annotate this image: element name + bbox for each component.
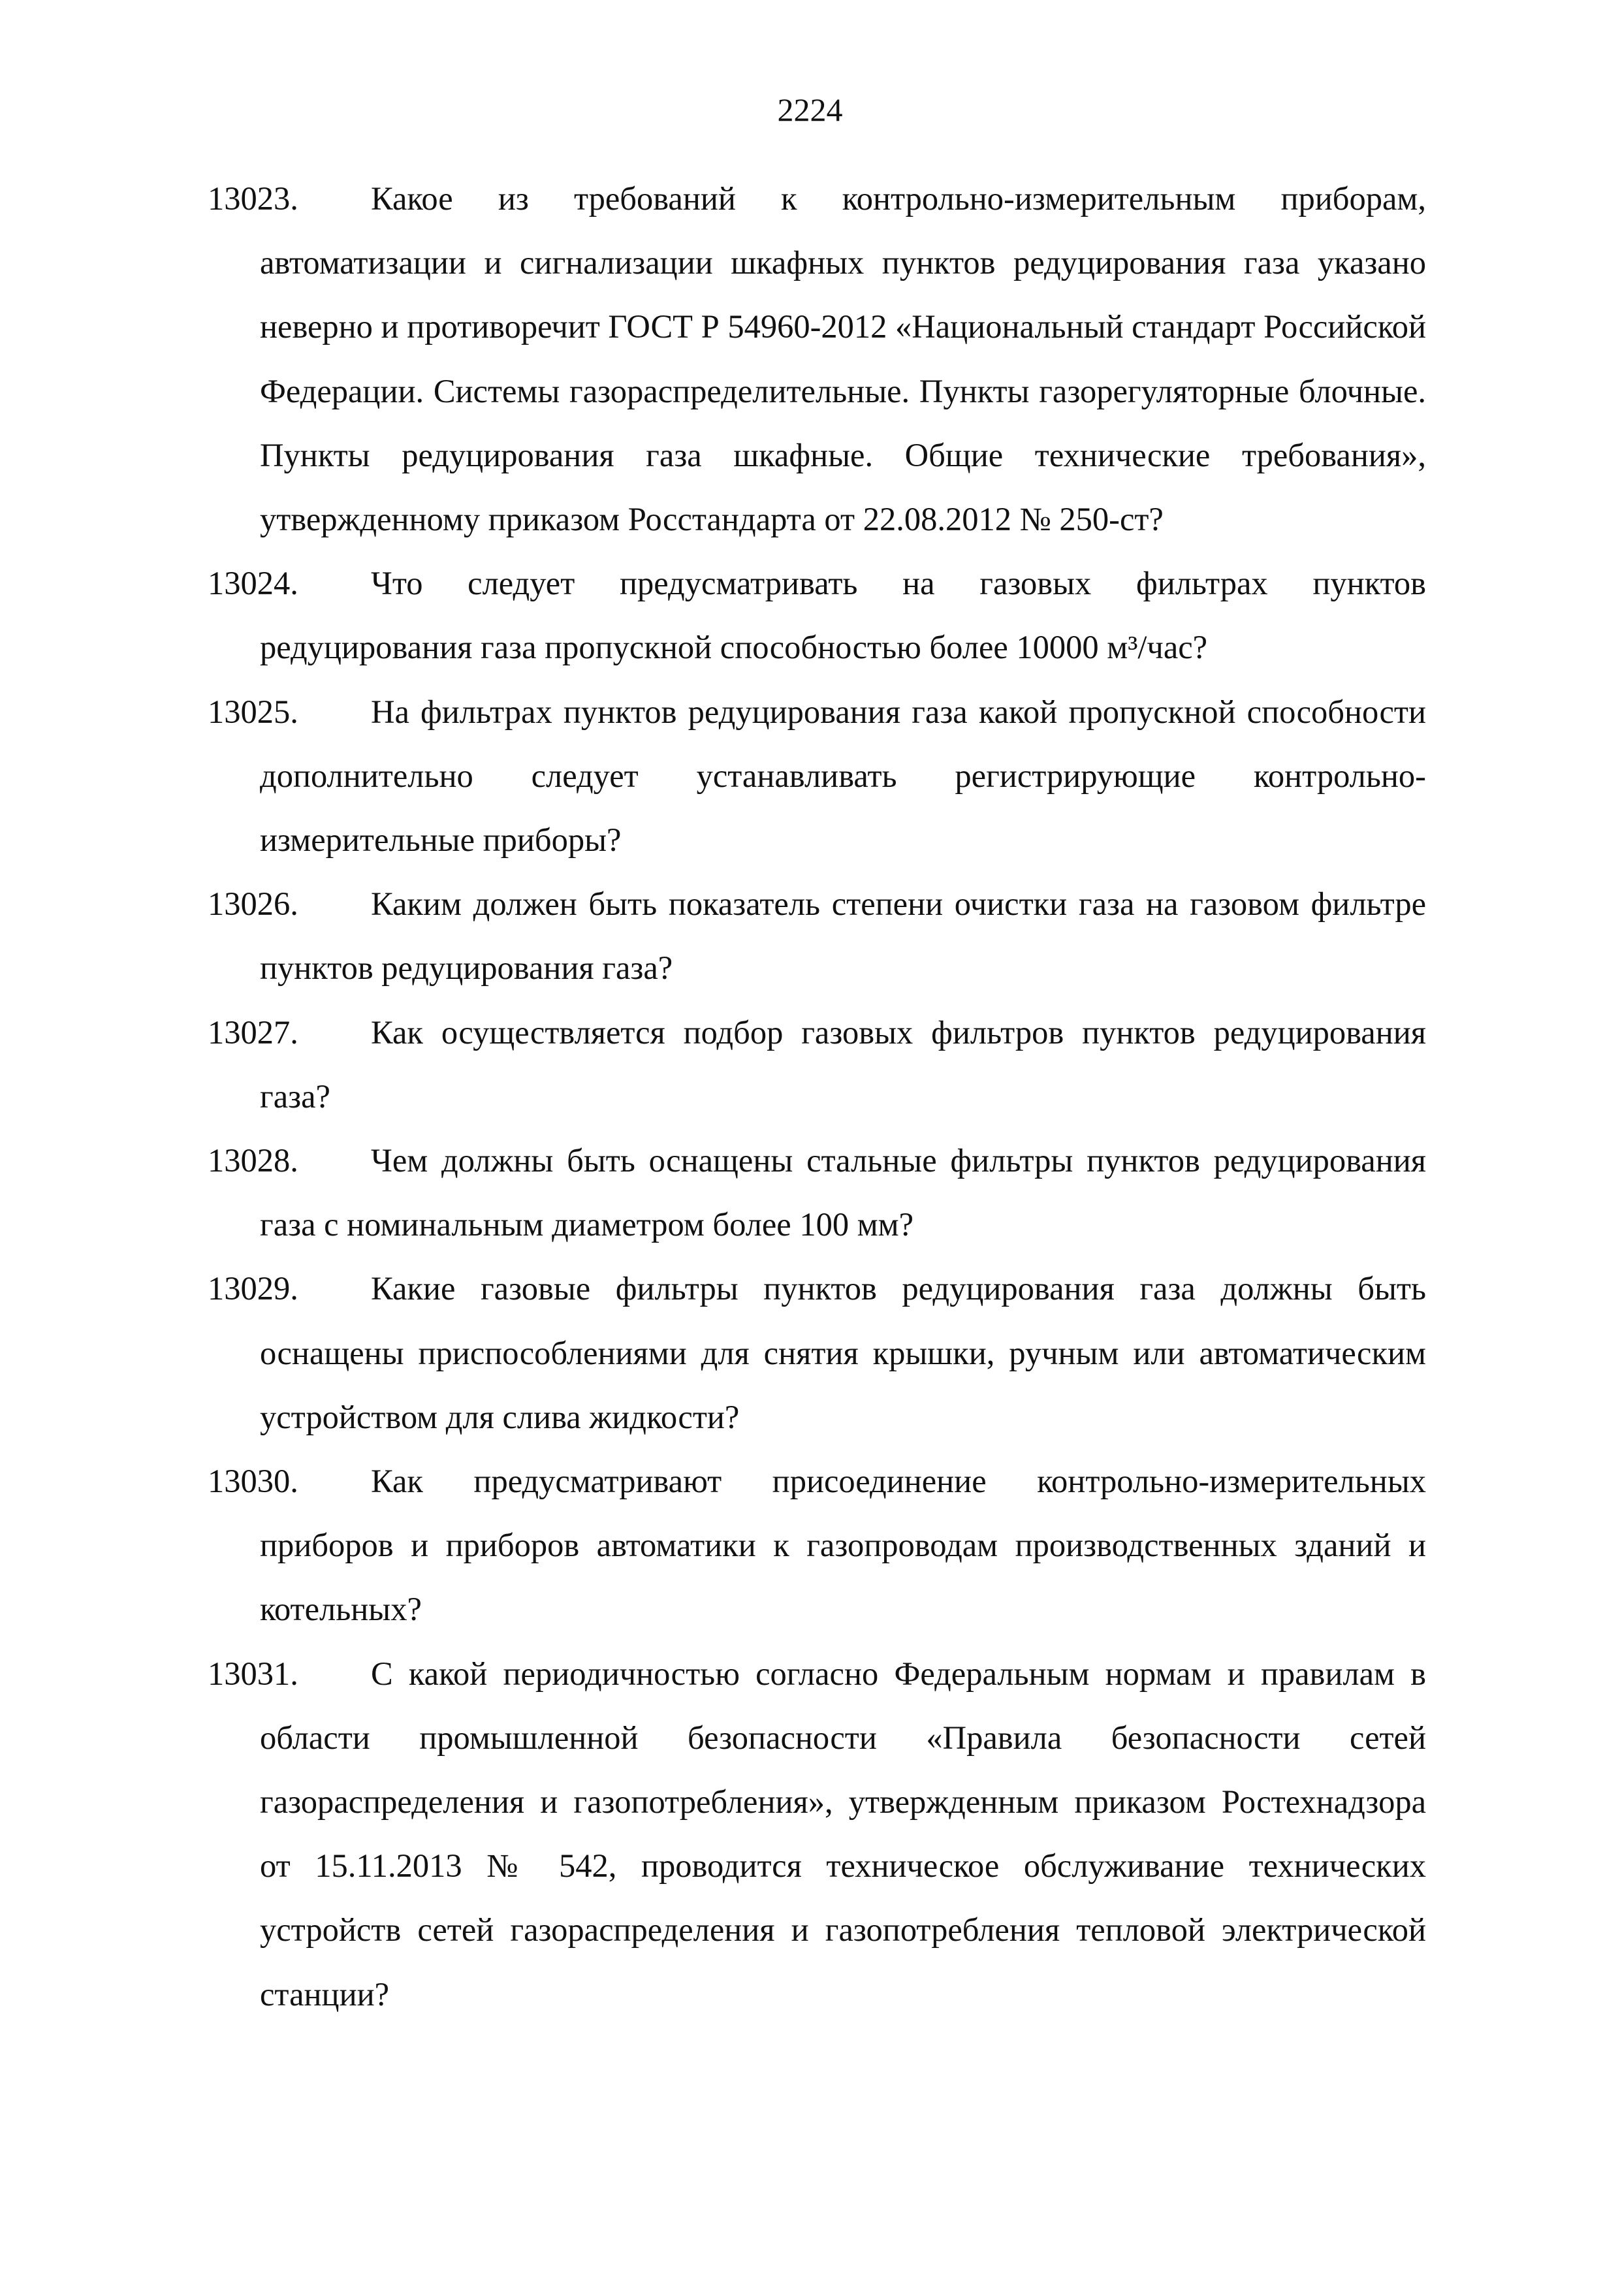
question-text: Какое из требований к контрольно-измерительным приборам, автоматизации и сигнализации шкафных пунктов редуцирования газа указано неверно и противоречит ГОСТ Р 54960-2012 «Национальный стандарт Российской Федерации. Системы газораспределительные. Пункты газорегуляторные блочные. Пункты редуцирования газа шкафные. Общие технические требования», утвержденному приказом Росстандарта от 22.08.2012 № 250-ст? xyxy=(260,180,1426,538)
question-item xyxy=(208,680,1426,872)
question-number: 13031. xyxy=(208,1655,298,1692)
question-item xyxy=(208,1000,1426,1128)
question-item xyxy=(208,1128,1426,1256)
question-number: 13027. xyxy=(208,1013,298,1051)
question-text: На фильтрах пунктов редуцирования газа какой пропускной способности дополнительно следует устанавливать регистрирующие контрольно-измерительные приборы? xyxy=(260,693,1426,859)
question-text: Что следует предусматривать на газовых фильтрах пунктов редуцирования газа пропускной способностью более 10000 м³/час? xyxy=(260,565,1426,666)
question-number: 13026. xyxy=(208,885,298,923)
question-item xyxy=(208,1642,1426,2026)
question-item xyxy=(208,872,1426,1000)
question-number: 13029. xyxy=(208,1270,298,1307)
question-number: 13023. xyxy=(208,180,298,217)
question-text: Как осуществляется подбор газовых фильтров пунктов редуцирования газа? xyxy=(260,1013,1426,1115)
question-text: Какие газовые фильтры пунктов редуцирования газа должны быть оснащены приспособлениями для снятия крышки, ручным или автоматическим устройством для слива жидкости? xyxy=(260,1270,1426,1435)
question-text: Чем должны быть оснащены стальные фильтры пунктов редуцирования газа с номинальным диаметром более 100 мм? xyxy=(260,1142,1426,1243)
question-item xyxy=(208,1256,1426,1449)
question-number: 13025. xyxy=(208,693,298,730)
question-text: С какой периодичностью согласно Федеральным нормам и правилам в области промышленной безопасности «Правила безопасности сетей газораспределения и газопотребления», утвержденным приказом Ростехнадзора от 15.11.2013 № 542, проводится техническое обслуживание технических устройств сетей газораспределения и газопотребления тепловой электрической станции? xyxy=(260,1655,1426,2013)
question-text: Каким должен быть показатель степени очистки газа на газовом фильтре пунктов редуцирования газа? xyxy=(260,885,1426,987)
question-item xyxy=(208,167,1426,551)
question-item xyxy=(208,551,1426,679)
question-number: 13024. xyxy=(208,565,298,602)
question-number: 13028. xyxy=(208,1142,298,1179)
question-list xyxy=(208,167,1426,2026)
question-text: Как предусматривают присоединение контрольно-измерительных приборов и приборов автоматики к газопроводам производственных зданий и котельных? xyxy=(260,1463,1426,1628)
page-number: 2224 xyxy=(777,91,843,128)
question-item xyxy=(208,1449,1426,1642)
question-number: 13030. xyxy=(208,1463,298,1500)
